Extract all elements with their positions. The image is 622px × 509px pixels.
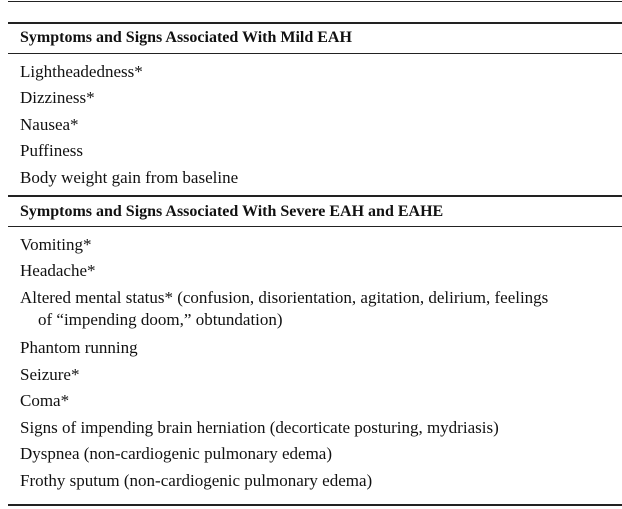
list-item: Signs of impending brain herniation (decorticate posturing, mydriasis) (20, 418, 499, 437)
top-rule (8, 1, 622, 2)
bottom-rule (8, 504, 622, 506)
section-header-rule (8, 53, 622, 54)
list-item: Puffiness (20, 141, 83, 160)
list-item: Dyspnea (non-cardiogenic pulmonary edema) (20, 444, 333, 463)
section-divider-rule (8, 195, 622, 197)
list-item: Headache* (20, 261, 96, 280)
section-header-rule (8, 226, 622, 227)
section-header-mild: Symptoms and Signs Associated With Mild EAH (20, 29, 352, 46)
list-item: Dizziness* (20, 88, 95, 107)
list-item: Seizure* (20, 365, 80, 384)
list-item: Frothy sputum (non-cardiogenic pulmonary edema) (20, 471, 373, 490)
list-item: Nausea* (20, 115, 79, 134)
list-item: Phantom running (20, 338, 138, 357)
list-item: Lightheadedness* (20, 62, 143, 81)
header-top-rule (8, 22, 622, 24)
list-item: Body weight gain from baseline (20, 168, 239, 187)
list-item: Altered mental status* (confusion, disorientation, agitation, delirium, feelings (20, 288, 549, 307)
list-item-continuation: of “impending doom,” obtundation) (38, 310, 283, 329)
list-item: Coma* (20, 391, 70, 410)
list-item: Vomiting* (20, 235, 92, 254)
section-header-severe: Symptoms and Signs Associated With Severe EAH and EAHE (20, 203, 444, 220)
